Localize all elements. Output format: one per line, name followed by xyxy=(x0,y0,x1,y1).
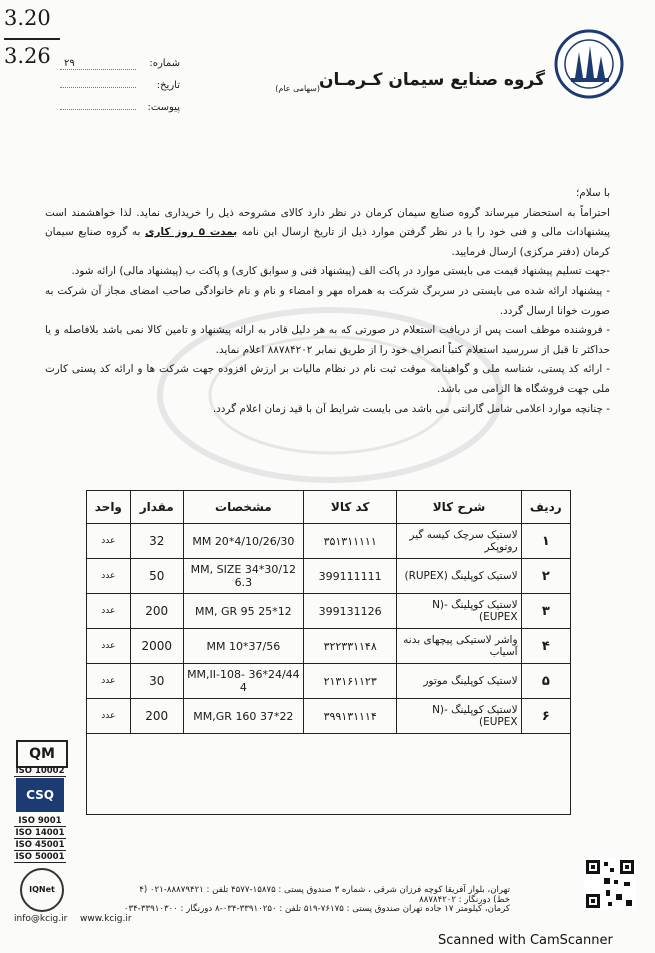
cell-qty: 200 xyxy=(130,699,183,734)
iso-50001-label: ISO 50001 xyxy=(15,852,65,862)
company-type: (سهامی عام) xyxy=(275,84,320,93)
cell-unit: عدد xyxy=(87,664,131,699)
qr-code-icon xyxy=(584,858,636,910)
paragraph-warranty: - چنانچه موارد اعلامی شامل گارانتی می باشد می بایست شرایط آن با قید زمان اعلام گردد. xyxy=(212,402,610,415)
cell-qty: 2000 xyxy=(130,629,183,664)
header-description: شرح کالا xyxy=(397,491,521,524)
items-table xyxy=(86,490,571,815)
paragraph-letterhead: - پیشنهاد ارائه شده می بایستی در سربرگ شرکت به همراه مهر و امضاء و نام و نام خانوادگی صاحب امضای مجاز آن شرکت به صورت خوانا ارسال گردد. xyxy=(45,284,610,317)
camscanner-watermark: Scanned with CamScanner xyxy=(438,933,613,948)
cell-qty: 32 xyxy=(130,524,183,559)
number-label: شماره: xyxy=(149,58,180,69)
footer-website[interactable]: www.kcig.ir xyxy=(80,914,132,924)
letter-meta xyxy=(60,58,180,124)
paragraph-envelopes: -جهت تسلیم پیشنهاد قیمت می بایستی موارد در پاکت الف (پیشنهاد فنی و سوابق کاری) و پاکت ب (پیشنهاد مالی) ارائه شود. xyxy=(71,265,610,278)
cell-spec: 30/12*34 MM, SIZE 6.3 xyxy=(183,559,303,594)
cell-row: ۴ xyxy=(521,629,570,664)
date-row xyxy=(60,80,180,102)
table-row xyxy=(87,699,571,734)
letter-body xyxy=(45,184,610,419)
cell-row: ۲ xyxy=(521,559,570,594)
attachment-value xyxy=(60,109,136,110)
header-spec: مشخصات xyxy=(183,491,303,524)
page-number-divider xyxy=(4,38,60,40)
cell-code: ۳۲۲۳۳۱۱۴۸ xyxy=(303,629,397,664)
attachment-row xyxy=(60,102,180,124)
table-empty-row xyxy=(87,734,571,815)
company-name: گروه صنایع سیمان کـرمـان xyxy=(318,70,545,90)
table-row xyxy=(87,559,571,594)
paragraph-request-part2: به گروه صنایع سیمان کرمان (دفتر مرکزی) ارسال فرمایید. xyxy=(45,226,610,258)
table-row xyxy=(87,664,571,699)
cell-code: ۲۱۳۱۶۱۱۲۳ xyxy=(303,664,397,699)
deadline-highlight: بمدت ۵ روز کاری xyxy=(145,226,238,239)
cell-spec: 12*25 MM, GR 95 xyxy=(183,594,303,629)
cell-desc: لاستیک کوپلینگ (RUPEX) xyxy=(397,559,521,594)
header-unit: واحد xyxy=(87,491,131,524)
iso-14001-label: ISO 14001 xyxy=(15,828,65,838)
cell-spec: 4/10/26/30*20 MM xyxy=(183,524,303,559)
paragraph-request-part1: احتراماً به استحضار میرساند گروه صنایع سیمان کرمان در نظر دارد کالای مشروحه ذیل را خریداری نماید. لذا خواهشمند است پیشنهادات مالی و فنی خود را با در نظر گرفتن موارد ذیل از تاریخ ارسال این نامه xyxy=(45,206,611,239)
cell-desc: لاستیک سرچک کیسه گیر روتوپکر xyxy=(397,524,521,559)
number-row xyxy=(60,58,180,80)
paragraph-request xyxy=(45,204,610,263)
cell-desc: لاستیک کوپلینگ -N) EUPEX) xyxy=(397,594,521,629)
footer-tehran-address: تهران، بلوار آفریقا کوچه فرزان شرقی ، شماره ۳ صندوق پستی : ۱۵۸۷۵-۴۵۷۷ تلفن : ۸۸۸۷۹۴۲۱-۰۲۱ (۴ خط) دورنگار : ۸۸۷۸۴۲۰۲ xyxy=(139,885,510,905)
cell-code: 399111111 xyxy=(303,559,397,594)
footer-kerman-address: کرمان، کیلومتر ۱۷ جاده تهران صندوق پستی : ۷۶۱۷۵-۵۱۹ تلفن : ۳۳۹۱۰۲۵۰-۰۳۴-۸ دورنگار : ۳۳۹۱۰۳۰۰-۰۳۴ xyxy=(123,904,510,914)
table-row xyxy=(87,594,571,629)
cell-spec: 24/44*36 MM,II-108-4 xyxy=(183,664,303,699)
iso-45001-label: ISO 45001 xyxy=(15,840,65,850)
iqnet-certification-icon: IQNet xyxy=(20,868,64,912)
header-quantity: مقدار xyxy=(130,491,183,524)
cell-unit: عدد xyxy=(87,699,131,734)
cell-unit: عدد xyxy=(87,629,131,664)
cell-qty: 30 xyxy=(130,664,183,699)
attachment-label: پیوست: xyxy=(147,102,180,113)
paragraph-withdrawal: - فروشنده موظف است پس از دریافت استعلام در صورتی که به هر دلیل قادر به ارائه پیشنهاد و تامین کالا نمی باشد بلافاصله و یا حداکثر تا قبل از سررسید استعلام کتباً انصراف خود را از طریق نمابر ۸۸۷۸۴۲۰۲ اعلام نماید. xyxy=(45,324,610,356)
page-number-bottom: 3.26 xyxy=(4,44,51,68)
qm-certification-icon xyxy=(16,740,68,768)
cell-row: ۳ xyxy=(521,594,570,629)
cell-row: ۶ xyxy=(521,699,570,734)
table-row xyxy=(87,629,571,664)
cell-unit: عدد xyxy=(87,559,131,594)
company-logo-icon xyxy=(553,28,625,106)
footer-email[interactable]: info@kcig.ir xyxy=(14,914,68,924)
cell-code: ۳۵۱۳۱۱۱۱۱ xyxy=(303,524,397,559)
cell-qty: 200 xyxy=(130,594,183,629)
page-number-top: 3.20 xyxy=(4,6,51,30)
cell-desc: واشر لاستیکی پیچهای بدنه آسیاب xyxy=(397,629,521,664)
iso-9001-label: ISO 9001 xyxy=(14,816,66,827)
cell-row: ۵ xyxy=(521,664,570,699)
cell-spec: 22*37 MM,GR 160 xyxy=(183,699,303,734)
header-code: کد کالا xyxy=(303,491,397,524)
paragraph-tax-docs: - ارائه کد پستی، شناسه ملی و گواهینامه موقت ثبت نام در نظام مالیات بر ارزش افزوده جهت شرکت ها و ارائه کد پستی کارت ملی جهت فروشگاه ها الزامی می باشد. xyxy=(45,363,610,395)
cell-unit: عدد xyxy=(87,594,131,629)
table-row xyxy=(87,524,571,559)
empty-cell xyxy=(87,734,571,815)
table-header-row xyxy=(87,491,571,524)
header-row-number: ردیف xyxy=(521,491,570,524)
cell-unit: عدد xyxy=(87,524,131,559)
date-label: تاریخ: xyxy=(156,80,180,91)
cell-desc: لاستیک کوپلینگ موتور xyxy=(397,664,521,699)
csq-certification-icon: CSQ xyxy=(16,778,64,812)
cell-desc: لاستیک کوپلینگ -N) EUPEX) xyxy=(397,699,521,734)
date-value xyxy=(60,87,136,88)
cell-code: ۳۹۹۱۳۱۱۱۴ xyxy=(303,699,397,734)
cell-qty: 50 xyxy=(130,559,183,594)
cell-code: 399131126 xyxy=(303,594,397,629)
cell-spec: 37/56*10 MM xyxy=(183,629,303,664)
greeting: با سلام؛ xyxy=(575,187,610,199)
iso-10002-label: ISO 10002 xyxy=(15,766,65,776)
cell-row: ۱ xyxy=(521,524,570,559)
qm-label: QM xyxy=(29,746,55,762)
number-value: ۲۹ xyxy=(60,58,136,70)
